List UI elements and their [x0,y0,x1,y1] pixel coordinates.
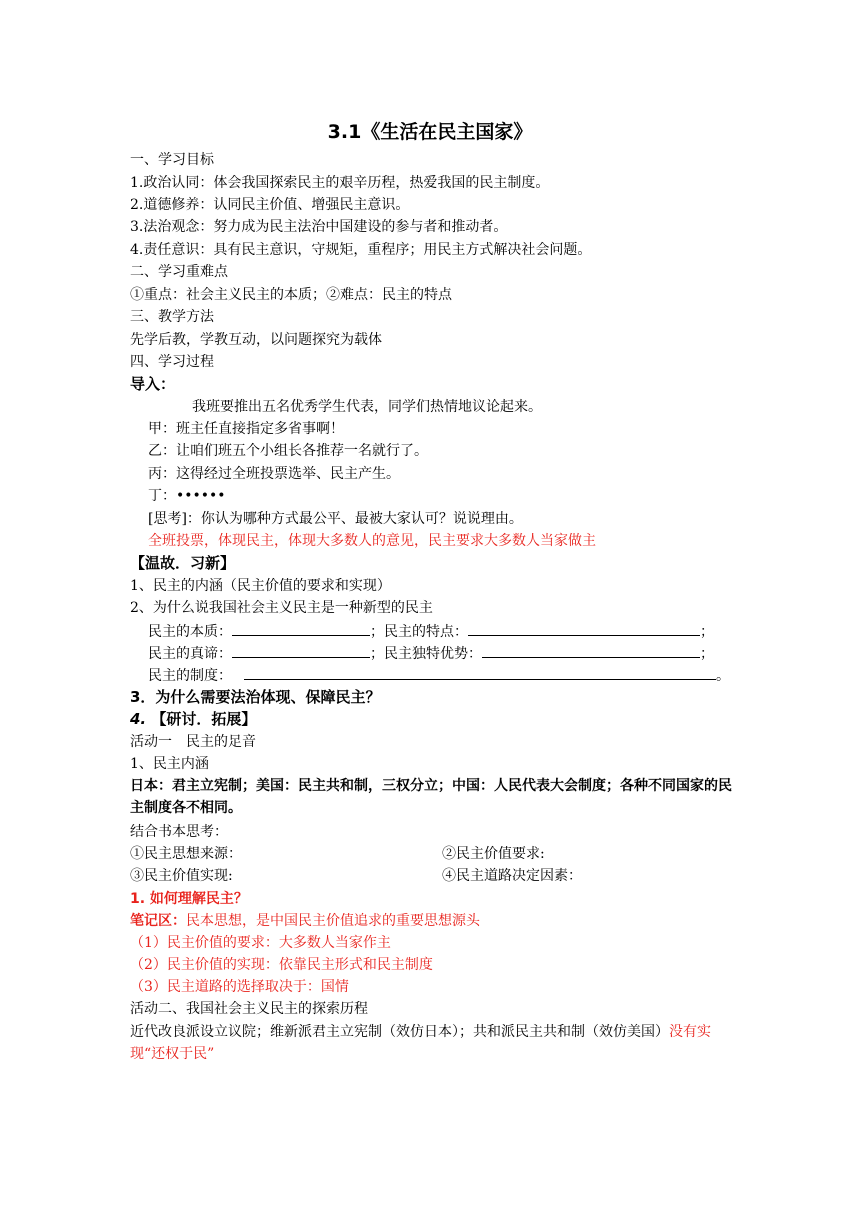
book-think: 结合书本思考： [130,824,228,840]
question-4-text: 【研讨．拓展】 [151,710,257,728]
think-item: ①民主思想来源： [130,846,242,862]
think-question: [思考]：你认为哪种方式最公平、最被大家认可？说说理由。 [148,511,523,527]
fill-label-truth: 民主的真谛： [148,646,232,662]
page-title: 3.1《生活在民主国家》 [327,121,533,143]
dialog-line: 丙：这得经过全班投票选举、民主产生。 [148,466,400,482]
think-row-2 [130,866,582,886]
question-3: 3．为什么需要法治体现、保障民主？ [130,688,381,706]
intro-text: 我班要推出五名优秀学生代表，同学们热情地议论起来。 [192,399,542,415]
dialog-line: 甲：班主任直接指定多省事啊！ [148,421,344,437]
goal-item: 3.法治观念：努力成为民主法治中国建设的参与者和推动者。 [130,219,508,235]
fill-label-system: 民主的制度： [148,668,232,684]
activity-1-heading: 活动一 民主的足音 [130,734,256,750]
countries-systems: 日本：君主立宪制；美国：民主共和制，三权分立；中国：人民代表大会制度；各种不同国家的民主制度各不相同。 [130,778,732,816]
review-heading: 【温故．习新】 [130,554,236,572]
think-item: ③民主价值实现: [130,868,233,884]
fill-label-advantage: ；民主独特优势： [370,646,482,662]
dialog-line: 丁：•••••• [148,488,226,504]
discussion-heading [130,709,256,729]
blank-system[interactable] [244,665,716,680]
fill-semicolon: ； [700,646,714,662]
fill-row-2 [148,643,714,664]
fill-row-3 [148,665,730,686]
goal-item: 1.政治认同：体会我国探索民主的艰辛历程，热爱我国的民主制度。 [130,175,550,191]
think-answer: 全班投票，体现民主，体现大多数人的意见，民主要求大多数人当家做主 [148,533,596,549]
notes-item: （1）民主价值的要求：大多数人当家作主 [130,935,391,951]
item-meaning: 1、民主内涵 [130,756,209,772]
intro-label: 导入： [130,375,176,393]
section-heading-process: 四、学习过程 [130,354,214,370]
question-4-number: 4. [130,710,147,728]
section-heading-goals: 一、学习目标 [130,152,214,168]
goal-item: 2.道德修养：认同民主价值、增强民主意识。 [130,197,410,213]
fill-period: 。 [716,668,730,684]
review-item: 1、民主的内涵（民主价值的要求和实现） [130,578,391,594]
blank-essence[interactable] [232,621,370,636]
dialog-line: 乙：让咱们班五个小组长各推荐一名就行了。 [148,443,428,459]
blank-features[interactable] [468,621,700,636]
think-item: ④民主道路决定因素： [442,868,582,884]
history-highlight: 没有实现“还权于民” [130,1024,711,1062]
keypoints-text: ①重点：社会主义民主的本质；②难点：民主的特点 [130,287,452,303]
review-item: 2、为什么说我国社会主义民主是一种新型的民主 [130,600,433,616]
blank-advantage[interactable] [482,643,700,658]
activity-2-heading: 活动二、我国社会主义民主的探索历程 [130,1001,368,1017]
notes-text: 民本思想，是中国民主价值追求的重要思想源头 [186,913,480,929]
notes-line [130,911,480,931]
section-heading-keypoints: 二、学习重难点 [130,264,228,280]
blank-truth[interactable] [232,643,370,658]
section-heading-method: 三、教学方法 [130,309,214,325]
history-paragraph [130,1021,735,1065]
think-item: ②民主价值要求: [442,846,545,862]
fill-label-features: ；民主的特点： [370,624,468,640]
fill-label-essence: 民主的本质： [148,624,232,640]
notes-label: 笔记区： [130,913,186,929]
fill-semicolon: ； [700,624,714,640]
how-understand: 1. 如何理解民主？ [130,891,248,907]
notes-item: （3）民主道路的选择取决于：国情 [130,979,349,995]
notes-item: （2）民主价值的实现：依靠民主形式和民主制度 [130,957,433,973]
think-row-1 [130,844,545,864]
goal-item: 4.责任意识：具有民主意识，守规矩，重程序；用民主方式解决社会问题。 [130,242,592,258]
history-text: 近代改良派设立议院；维新派君主立宪制（效仿日本）；共和派民主共和制（效仿美国） [130,1024,669,1040]
method-text: 先学后教，学教互动，以问题探究为载体 [130,332,382,348]
fill-row-1 [148,621,714,642]
